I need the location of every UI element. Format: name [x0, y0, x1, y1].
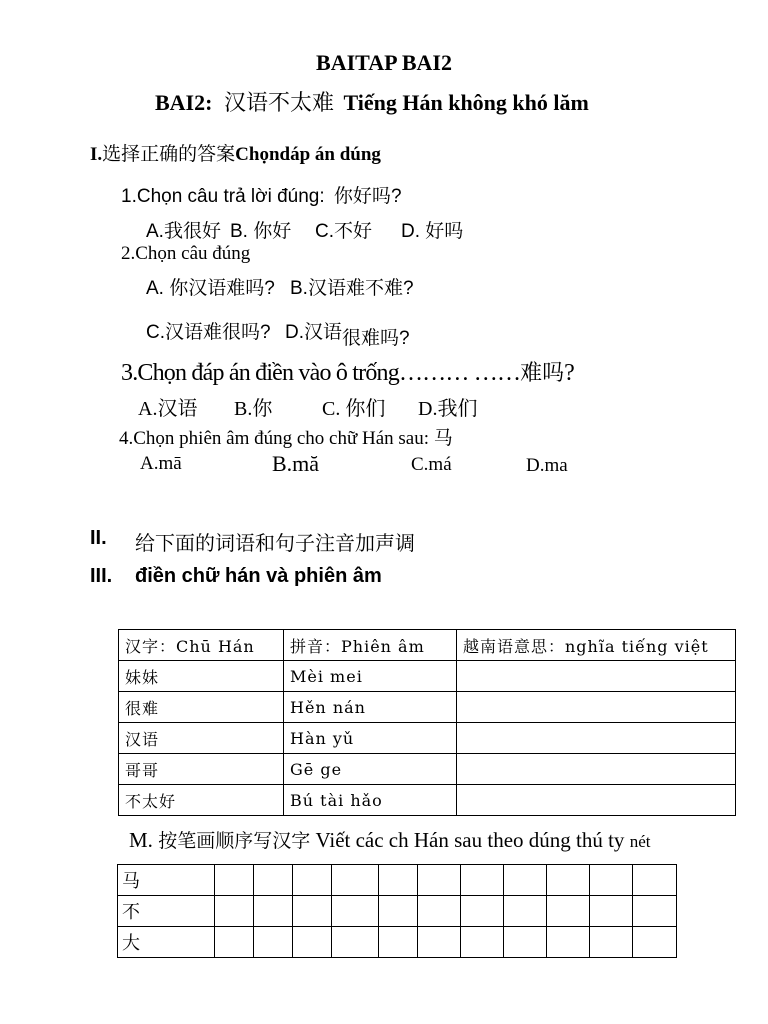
q2-d-hanzi-2: 很难吗 — [342, 328, 400, 349]
section-2-number: II. — [90, 527, 107, 549]
q2-option-c — [146, 317, 271, 344]
practice-cell[interactable] — [254, 896, 293, 927]
question-mark: ? — [260, 322, 271, 343]
q2-b-label: B. — [290, 278, 308, 299]
meaning-cell[interactable] — [457, 661, 736, 692]
question-mark: ? — [402, 278, 414, 299]
section-m-label: M. — [129, 828, 153, 852]
practice-cell[interactable] — [633, 927, 677, 958]
column-header-pinyin: 拼音：Phiên âm — [284, 630, 457, 661]
practice-cell[interactable] — [547, 865, 590, 896]
section-1-hanzi: 选择正确的答案 — [102, 143, 236, 165]
practice-cell[interactable] — [254, 927, 293, 958]
question-1 — [121, 181, 402, 208]
question-4 — [119, 423, 453, 450]
hanzi-cell: 汉语 — [119, 723, 284, 754]
section-1-heading — [90, 139, 381, 166]
section-m-viet-small: nét — [629, 832, 651, 851]
q2-d-label: D. — [285, 322, 304, 343]
practice-cell[interactable] — [418, 896, 461, 927]
section-m-hanzi: 按笔画顺序写汉字 — [158, 830, 311, 852]
question-mark: ? — [564, 360, 575, 386]
question-mark: ? — [264, 278, 275, 299]
question-3-hanzi: 难吗 — [520, 361, 565, 386]
practice-char: 马 — [118, 865, 215, 896]
hanzi-cell: 哥哥 — [119, 754, 284, 785]
q4-option-b: B.mă — [272, 451, 320, 476]
practice-cell[interactable] — [293, 927, 332, 958]
table-row — [119, 692, 736, 723]
practice-cell[interactable] — [332, 896, 379, 927]
table-header-row — [119, 630, 736, 661]
q1-option-c: C.不好 — [315, 221, 373, 242]
q3-option-b: B.你 — [234, 398, 273, 420]
q3-option-c: C. 你们 — [322, 398, 386, 420]
pinyin-cell: Mèi mei — [284, 661, 457, 692]
practice-cell[interactable] — [418, 865, 461, 896]
section-m-heading — [129, 826, 650, 853]
practice-cell[interactable] — [461, 927, 504, 958]
page-title: BAITAP BAI2 — [316, 50, 452, 75]
practice-row — [118, 865, 677, 896]
lesson-hanzi: 汉语不太难 — [223, 91, 334, 116]
practice-cell[interactable] — [418, 927, 461, 958]
practice-cell[interactable] — [379, 865, 418, 896]
practice-cell[interactable] — [547, 927, 590, 958]
q2-b-hanzi: 汉语难不难 — [307, 278, 403, 299]
hanzi-cell: 妹妹 — [119, 661, 284, 692]
practice-cell[interactable] — [504, 865, 547, 896]
practice-cell[interactable] — [293, 896, 332, 927]
section-m-viet: Viết các ch Hán sau theo dúng thú ty — [315, 828, 625, 852]
q2-c-label: C. — [146, 322, 165, 343]
section-3-text: điền chữ hán và phiên âm — [135, 565, 382, 587]
practice-cell[interactable] — [215, 927, 254, 958]
question-1-prompt: 1.Chọn câu trả lời đúng: — [121, 186, 325, 207]
practice-cell[interactable] — [254, 865, 293, 896]
meaning-cell[interactable] — [457, 754, 736, 785]
practice-cell[interactable] — [504, 896, 547, 927]
q2-option-b — [290, 273, 414, 300]
q2-c-hanzi: 汉语难很吗 — [165, 322, 261, 343]
practice-char: 不 — [118, 896, 215, 927]
practice-cell[interactable] — [293, 865, 332, 896]
section-3-number: III. — [90, 565, 113, 587]
q3-option-d: D.我们 — [418, 398, 478, 420]
practice-cell[interactable] — [590, 927, 633, 958]
table-row — [119, 661, 736, 692]
column-header-meaning: 越南语意思：nghĩa tiếng việt — [457, 630, 736, 661]
lesson-title — [155, 86, 589, 117]
practice-cell[interactable] — [332, 927, 379, 958]
column-header-hanzi: 汉字：Chū Hán — [119, 630, 284, 661]
practice-cell[interactable] — [332, 865, 379, 896]
q1-option-a: A.我很好 — [146, 221, 221, 242]
table-row — [119, 723, 736, 754]
section-2-text: 给下面的词语和句子注音加声调 — [135, 533, 415, 555]
section-1-number: I. — [90, 144, 103, 165]
practice-cell[interactable] — [461, 896, 504, 927]
vocab-table — [118, 629, 736, 816]
table-row — [119, 785, 736, 816]
practice-row — [118, 927, 677, 958]
meaning-cell[interactable] — [457, 723, 736, 754]
question-4-hanzi: 马 — [433, 427, 453, 449]
table-row — [119, 754, 736, 785]
q1-option-b: B. 你好 — [230, 221, 292, 242]
section-1-viet: Chọndáp án dúng — [235, 144, 381, 165]
q2-option-a — [146, 273, 275, 300]
practice-row — [118, 896, 677, 927]
lesson-viet: Tiếng Hán không khó lăm — [343, 90, 589, 115]
q3-option-a: A.汉语 — [138, 398, 198, 420]
question-2-prompt: 2.Chọn câu đúng — [121, 243, 251, 264]
pinyin-cell: Bú tài hǎo — [284, 785, 457, 816]
q2-option-d — [285, 317, 410, 349]
practice-cell[interactable] — [504, 927, 547, 958]
practice-char: 大 — [118, 927, 215, 958]
pinyin-cell: Hàn yǔ — [284, 723, 457, 754]
practice-cell[interactable] — [215, 896, 254, 927]
hanzi-cell: 不太好 — [119, 785, 284, 816]
practice-cell[interactable] — [379, 896, 418, 927]
pinyin-cell: Gē ge — [284, 754, 457, 785]
question-1-hanzi: 你好吗 — [333, 186, 391, 207]
practice-cell[interactable] — [590, 896, 633, 927]
q2-d-hanzi-1: 汉语 — [304, 322, 343, 343]
q2-a-hanzi: 你汉语难吗 — [169, 278, 265, 299]
practice-cell[interactable] — [633, 865, 677, 896]
pinyin-cell: Hěn nán — [284, 692, 457, 723]
question-3 — [121, 356, 574, 387]
hanzi-cell: 很难 — [119, 692, 284, 723]
lesson-prefix: BAI2: — [155, 90, 213, 115]
meaning-cell[interactable] — [457, 785, 736, 816]
practice-cell[interactable] — [461, 865, 504, 896]
meaning-cell[interactable] — [457, 692, 736, 723]
question-mark: ? — [399, 328, 410, 349]
question-4-prompt: 4.Chọn phiên âm đúng cho chữ Hán sau: — [119, 428, 430, 449]
practice-cell[interactable] — [379, 927, 418, 958]
q4-option-a: A.mā — [140, 453, 182, 474]
practice-cell[interactable] — [633, 896, 677, 927]
q1-option-d: D. 好吗 — [401, 221, 464, 242]
q2-a-label: A. — [146, 278, 170, 299]
practice-cell[interactable] — [590, 865, 633, 896]
question-3-prompt: 3.Chọn đáp án điền vào ô trống……… …… — [121, 360, 521, 386]
practice-cell[interactable] — [215, 865, 254, 896]
q4-option-d: D.ma — [526, 455, 568, 476]
practice-cell[interactable] — [547, 896, 590, 927]
question-mark: ? — [390, 186, 402, 207]
q4-option-c: C.má — [411, 454, 452, 475]
stroke-practice-grid — [117, 864, 677, 958]
